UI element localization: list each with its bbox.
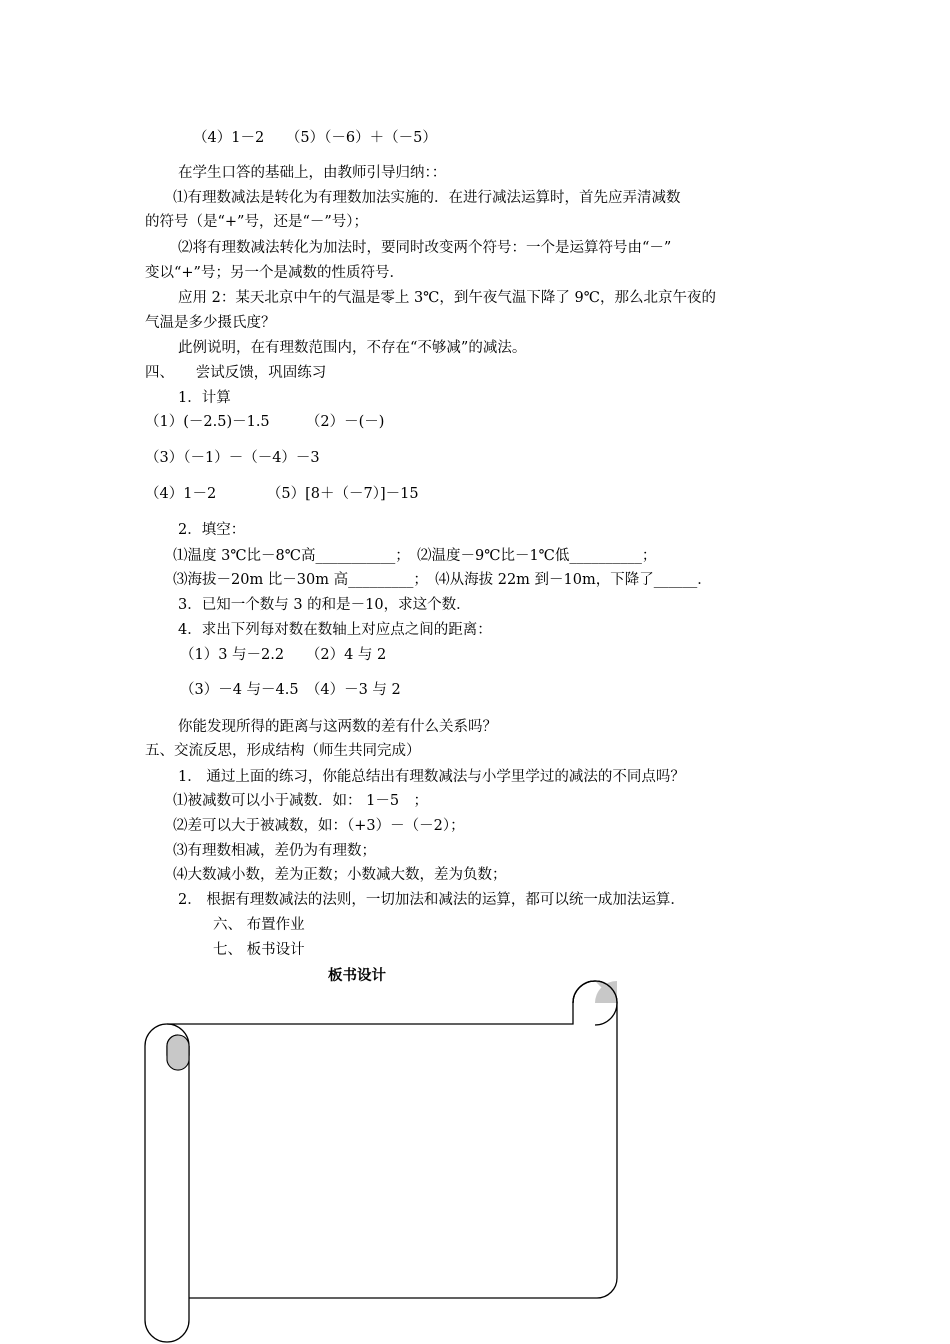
text-line: 的符号（是“+”号，还是“－”号）； (145, 214, 369, 230)
section-heading: 五、交流反思，形成结构（师生共同完成） (145, 743, 421, 759)
text-line: 此例说明，在有理数范围内，不存在“不够减”的减法。 (178, 340, 527, 356)
scroll-outline (167, 981, 617, 1298)
board-title: 板书设计 (328, 968, 386, 984)
text-line: （4）1－2 （5）（－6）＋（－5） (193, 130, 437, 146)
text-line: （1）(－2.5)－1.5 （2）－(－) (145, 414, 385, 430)
text-line: ⑶海拔－20m 比－30m 高_________； ⑷从海拔 22m 到－10m，下降了______． (173, 572, 712, 588)
text-line: （3）（－1）－（－4）－3 (145, 450, 320, 466)
section-heading: 六、 布置作业 (213, 917, 305, 933)
text-line: 气温是多少摄氏度？ (145, 315, 276, 331)
text-line: ⑵差可以大于被减数，如：（+3）－（－2）； (173, 818, 465, 834)
text-line: 变以“+”号；另一个是减数的性质符号． (145, 265, 404, 281)
text-line: ⑶有理数相减，差仍为有理数； (173, 843, 376, 859)
text-line: 4．求出下列每对数在数轴上对应点之间的距离： (178, 622, 492, 638)
scroll-roller-left (145, 1024, 189, 1342)
text-line: ⑴被减数可以小于减数．如： 1－5 ； (173, 793, 429, 809)
text-line: ⑵将有理数减法转化为加法时，要同时改变两个符号：一个是运算符号由“－” (178, 240, 672, 256)
text-line: 3．已知一个数与 3 的和是－10，求这个数． (178, 597, 471, 613)
section-heading: 七、 板书设计 (213, 942, 305, 958)
section-heading: 四、 尝试反馈，巩固练习 (145, 365, 327, 381)
scroll-curl-left (167, 1035, 189, 1070)
text-line: 1．计算 (178, 390, 231, 406)
text-line: 2．填空： (178, 522, 246, 538)
text-line: 你能发现所得的距离与这两数的差有什么关系吗？ (178, 719, 497, 735)
text-line: 应用 2：某天北京中午的气温是零上 3℃，到午夜气温下降了 9℃，那么北京午夜的 (178, 290, 716, 306)
text-line: 2． 根据有理数减法的法则，一切加法和减法的运算，都可以统一成加法运算． (178, 892, 685, 908)
text-line: （3）－4 与－4.5 （4）－3 与 2 (180, 682, 401, 698)
text-line: ⑴温度 3℃比－8℃高___________； ⑵温度－9℃比－1℃低__________； (173, 548, 657, 564)
text-line: 在学生口答的基础上，由教师引导归纳：： (178, 165, 447, 181)
text-line: 1． 通过上面的练习，你能总结出有理数减法与小学里学过的减法的不同点吗？ (178, 769, 685, 785)
text-line: （4）1－2 （5）[8＋（－7）]－15 (145, 486, 419, 502)
text-line: （1）3 与－2.2 （2）4 与 2 (180, 647, 387, 663)
text-line: ⑴有理数减法是转化为有理数加法实施的．在进行减法运算时，首先应弄清减数 (173, 190, 681, 206)
text-line: ⑷大数减小数，差为正数；小数减大数，差为负数； (173, 867, 507, 883)
